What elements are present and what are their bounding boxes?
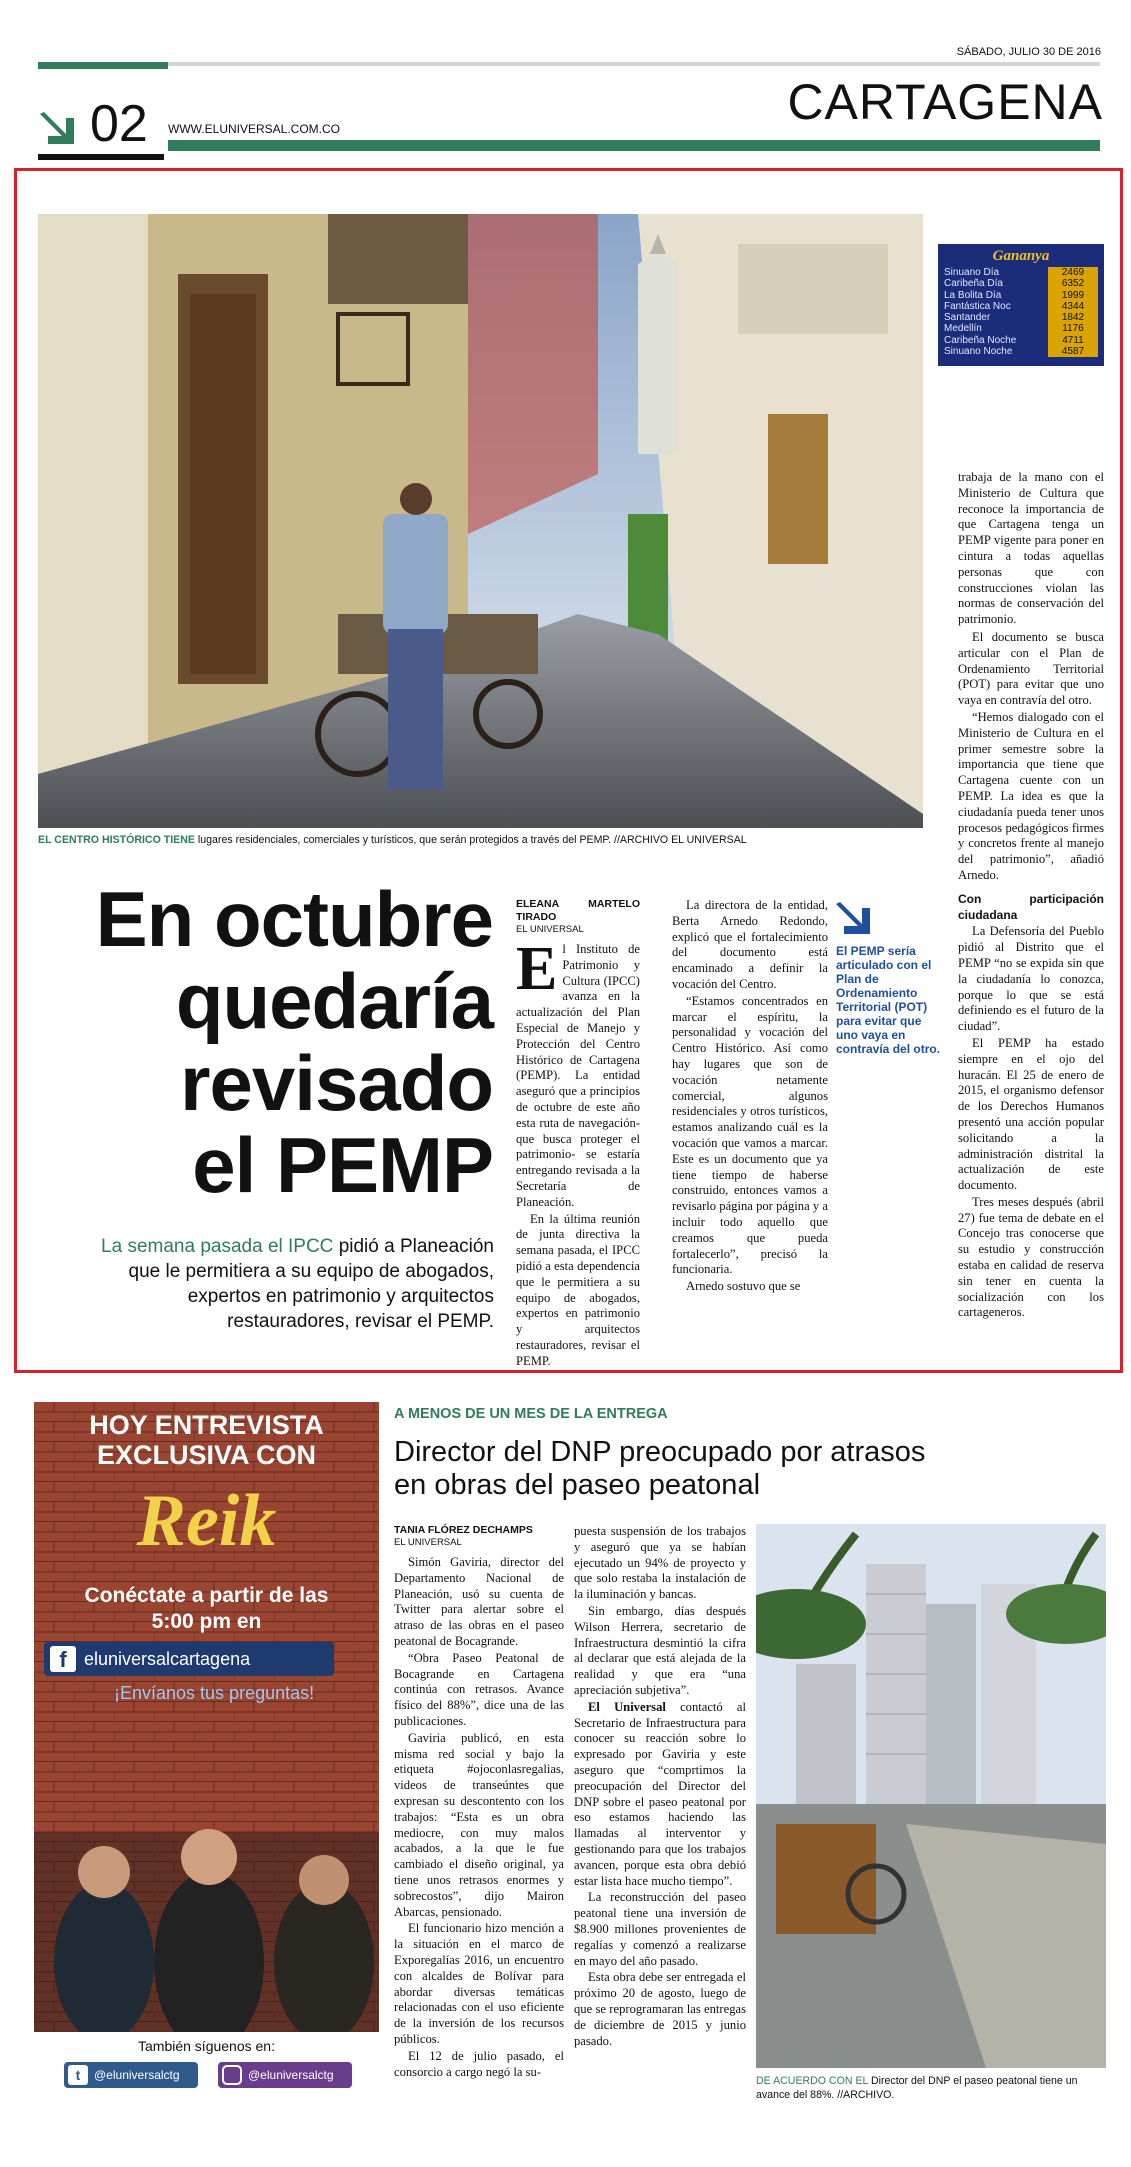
main-author: ELEANA MARTELO TIRADO [516,898,640,923]
lottery-row [944,335,1098,346]
lottery-row [944,290,1098,301]
page-number: 02 [90,95,148,153]
second-col-2-p4: La reconstrucción del paseo peatonal tiene una inversión de $8.900 millones provenientes de regalías y comenzó a realizarse en mayo del año pasado. [574,1890,746,1968]
lottery-brand: Gananya [992,248,1050,264]
second-outlet: EL UNIVERSAL [394,1537,462,1548]
pullquote: El PEMP sería articulado con el Plan de Ordenamiento Territorial (POT) para evitar que uno vaya en contravía del otro. [836,944,941,1056]
main-deck-text: pidió a Planeación que le permitiera a su equipo de abogados, expertos en patrimonio y arquitectos restauradores, revisar el PEMP. [128,1236,494,1332]
main-col-1-p1-text: l Instituto de Patrimonio y Cultura (IPCC) avanza en la actualización del Plan Especial de Manejo y Protección del Centro Histórico de Cartagena (PEMP). La entidad aseguró que a principios de octubre de este año esta ruta de navegación- que busca proteger el patrimonio- se estaría entregando revisada a la Secretaría de Planeación. [516,942,640,1209]
main-col-3-p4: El PEMP ha estado siempre en el ojo del huracán. El 25 de enero de 2015, el organismo defensor de los Derechos Humanos presentó una acción popular solicitando a la administración distrital la actualización de este documento. [958,1035,1104,1193]
arrow-icon [40,108,84,148]
header-top-bar [38,62,1100,66]
second-kicker: A MENOS DE UN MES DE LA ENTREGA [394,1406,668,1422]
twitter-link[interactable] [64,2062,198,2088]
twitter-handle: @eluniversalctg [94,2068,180,2082]
ad-facebook-bar[interactable] [44,1642,334,1676]
lottery-row [944,312,1098,323]
facebook-icon: f [50,1646,76,1672]
main-col-2-p3: Arnedo sostuvo que se [686,1279,801,1294]
lottery-row [944,301,1098,312]
instagram-handle: @eluniversalctg [248,2068,334,2082]
lottery-box [938,244,1104,366]
lottery-results [944,267,1098,357]
lottery-name: Santander [944,312,991,324]
main-col-1-p1 [516,935,640,1211]
ad-line-2: EXCLUSIVA CON [96,1440,317,1470]
main-headline-line-4: el PEMP [192,1121,493,1209]
second-col-2-p2: Sin embargo, días después Wilson Herrera, secretario de Infraestructura desmintió la cifra al declarar que está alejada de la realidad y que era “una apreciación subjetiva”. [574,1603,746,1697]
header-date: SÁBADO, JULIO 30 DE 2016 [956,46,1101,58]
main-col-2-p2: “Estamos concentrados en marcar el espíritu, la personalidad y vocación del Centro Histórico. Así como hay lugares que son de vocación netamente comercial, algunos residenciales y otros turísticos, estamos analizando cuál es la vocación que vamos a marcar. Este es un documento que ya tiene tiempo de haberse construido, entonces vamos a revisarlo página por página y a incluir todo aquello que creamos que pueda fortalecerlo”, precisó la funcionaria. [672,993,828,1277]
main-headline [95,875,493,1209]
main-col-1-p2: En la última reunión de junta directiva la semana pasada, el IPCC pidió a esta dependencia que le permitiera a su equipo de abogados, expertos en patrimonio y arquitectos restauradores, revisar el PEMP. [516,1211,640,1368]
ad-artist: Reik [136,1480,277,1562]
main-outlet: EL UNIVERSAL [516,924,584,935]
ad-connect: Conéctate a partir de las [84,1584,329,1607]
instagram-link[interactable] [218,2062,352,2088]
main-col-3 [958,630,1104,1322]
lottery-number: 4711 [1048,335,1098,346]
second-col-2-p5: Esta obra debe ser entregada el próximo 20 de agosto, luego de que se reprogramaran las entregas de diciembre de 2015 y junio pasado. [574,1970,746,2048]
second-col-1-p4: El funcionario hizo mención a la situación en el marco de Exporegalías 2016, un encuentro con alcaldes de Bolívar para abordar diversas temáticas relacionadas con el uso eficiente de la inversión de los recursos públicos. [394,1921,564,2046]
second-col-1 [394,1524,564,2081]
section-title: CARTAGENA [787,74,1103,130]
second-headline: Director del DNP preocupado por atrasos en obras del paseo peatonal [394,1436,926,1501]
main-col-3-p2: “Hemos dialogado con el Ministerio de Cultura en el primer semestre sobre la importancia que tiene que Cartagena cuente con un PEMP. La idea es que la ciudadanía pueda tener unos procesos pedagógicos firmes y concretos frente al manejo del patrimonio”, añadió Arnedo. [958,709,1104,882]
lottery-name: Sinuano Día [944,267,1000,278]
second-col-2 [574,1524,746,2050]
main-subhead: Con participación ciudadana [958,891,1104,922]
lottery-name: Fantástica Noc [944,300,1011,312]
second-col-2-p3 [574,1700,746,1890]
lottery-number: 4344 [1048,301,1098,312]
header-top-bar-accent [38,62,168,69]
main-deck-lead: La semana pasada el IPCC [101,1236,334,1257]
lottery-number: 6352 [1048,278,1098,289]
second-photo-caption-lead: DE ACUERDO CON EL [756,2075,869,2087]
lottery-name: Sinuano Noche [944,346,1013,358]
header-website[interactable]: WWW.ELUNIVERSAL.COM.CO [168,122,341,136]
lottery-number: 1999 [1048,290,1098,301]
lottery-name: Caribeña Día [944,278,1003,290]
main-col-3-p3: La Defensoría del Pueblo pidió al Distrito que el PEMP “no se expida sin que la ciudadanía lo conozca, porque lo que se está definiendo es el futuro de la ciudad”. [958,924,1104,1034]
instagram-icon [222,2065,242,2085]
follow-label: También síguenos en: [138,2038,275,2054]
main-col-1 [516,898,640,1371]
lottery-row [944,278,1098,289]
second-col-1-p5: El 12 de julio pasado, el consorcio a cargo negó la su- [394,2048,564,2079]
main-col-3-p5: Tres meses después (abril 27) fue tema de debate en el Concejo tras conocerse que su estudio y construcción estaba en calidad de reserva sin tener en cuenta la socialización con los cartageneros. [958,1194,1104,1320]
lottery-name: Medellín [944,323,982,335]
second-col-1-p3: Gaviria publicó, en esta misma red social y bajo la etiqueta #ojoconlasregalias, videos de transeúntes que expresan su descontento con los trabajos: “Esta es un obra mediocre, con muy malos acabados, a la que le fue cambiado el diseño original, ya tiene unos retrasos enormes y sobrecostos”, dijo Mairon Abarcas, pensionado. [394,1730,564,1919]
second-author: TANIA FLÓREZ DECHAMPS [394,1524,533,1536]
main-photo-caption-text: lugares residenciales, comerciales y turísticos, que serán protegidos a través del PEMP. //ARCHIVO EL UNIVERSAL [194,834,747,846]
reik-ad[interactable] [34,1402,379,2032]
ad-line-1: HOY ENTREVISTA [89,1410,324,1440]
main-headline-line-2: quedaría [175,957,493,1045]
ad-time: 5:00 pm en [151,1610,262,1633]
twitter-icon: t [68,2065,88,2085]
main-deck [72,1234,494,1334]
lottery-number: 4587 [1048,346,1098,357]
main-col-3-top: trabaja de la mano con el Ministerio de Cultura que reconoce la importancia de que Cartagena tenga un PEMP vigente para poner en cintura a todas aquellas personas que con construcciones violan las normas de conservación del patrimonio. [958,470,1104,627]
second-col-2-p3-text: contactó al Secretario de Infraestructura para conocer su reacción sobre lo expresado por Gaviria y este aseguro que “comprtimos la preocupación del Director del DNP sobre el paseo peatonal por eso estamos haciendo las llamadas al interventor y gestionando para que los trabajos avancen, porque esta obra debió estar lista hace mucho tiempo”. [574,1699,747,1888]
main-col-2 [672,898,828,1296]
lottery-number: 1176 [1048,323,1098,334]
pullquote-arrow-icon [836,898,880,938]
main-photo-caption [38,834,938,847]
main-photo [38,214,923,828]
second-col-2-p3-bold: El Universal [588,1699,666,1714]
lottery-row [944,346,1098,357]
main-col-3-p1: El documento se busca articular con el Plan de Ordenamiento Territorial (POT) para evitar que uno vaya en contravía del otro. [958,630,1104,708]
main-headline-line-1: En octubre [95,875,493,963]
main-col-2-p1: La directora de la entidad, Berta Arnedo Redondo, explicó que el fortalecimiento del documento está encaminado a definir la vocación del Centro. [672,898,828,991]
ad-facebook-handle: eluniversalcartagena [84,1649,251,1669]
second-photo-caption-text: Director del DNP el paseo peatonal tiene un avance del 88%. //ARCHIVO. [756,2075,1078,2101]
lottery-number: 2469 [1048,267,1098,278]
header-bottom-bar [168,140,1100,151]
lottery-name: La Bolita Día [944,289,1002,301]
page-number-underline [38,154,164,160]
drop-cap: E [516,935,558,1003]
lottery-number: 1842 [1048,312,1098,323]
ad-ask: ¡Envíanos tus preguntas! [114,1683,315,1703]
second-photo [756,1524,1106,2068]
second-col-1-p1: Simón Gaviria, director del Departamento Nacional de Planeación, usó su cuenta de Twitter para alertar sobre el atraso de las obras en el paseo peatonal de Bocagrande. [394,1555,564,1648]
lottery-name: Caribeña Noche [944,334,1017,346]
second-photo-caption [756,2074,1106,2102]
main-photo-caption-lead: EL CENTRO HISTÓRICO TIENE [38,834,195,846]
second-col-2-p1: puesta suspensión de los trabajos y aseguró que ya se habían ejecutado un 94% de proyecto y que solo restaba la instalación de la iluminación y bancas. [574,1524,746,1602]
lottery-row [944,267,1098,278]
main-headline-line-3: revisado [180,1039,493,1127]
lottery-row [944,323,1098,334]
second-col-1-p2: “Obra Paseo Peatonal de Bocagrande en Cartagena continúa con retrasos. Avance físico del 88%”, dice una de las publicaciones. [394,1650,564,1728]
